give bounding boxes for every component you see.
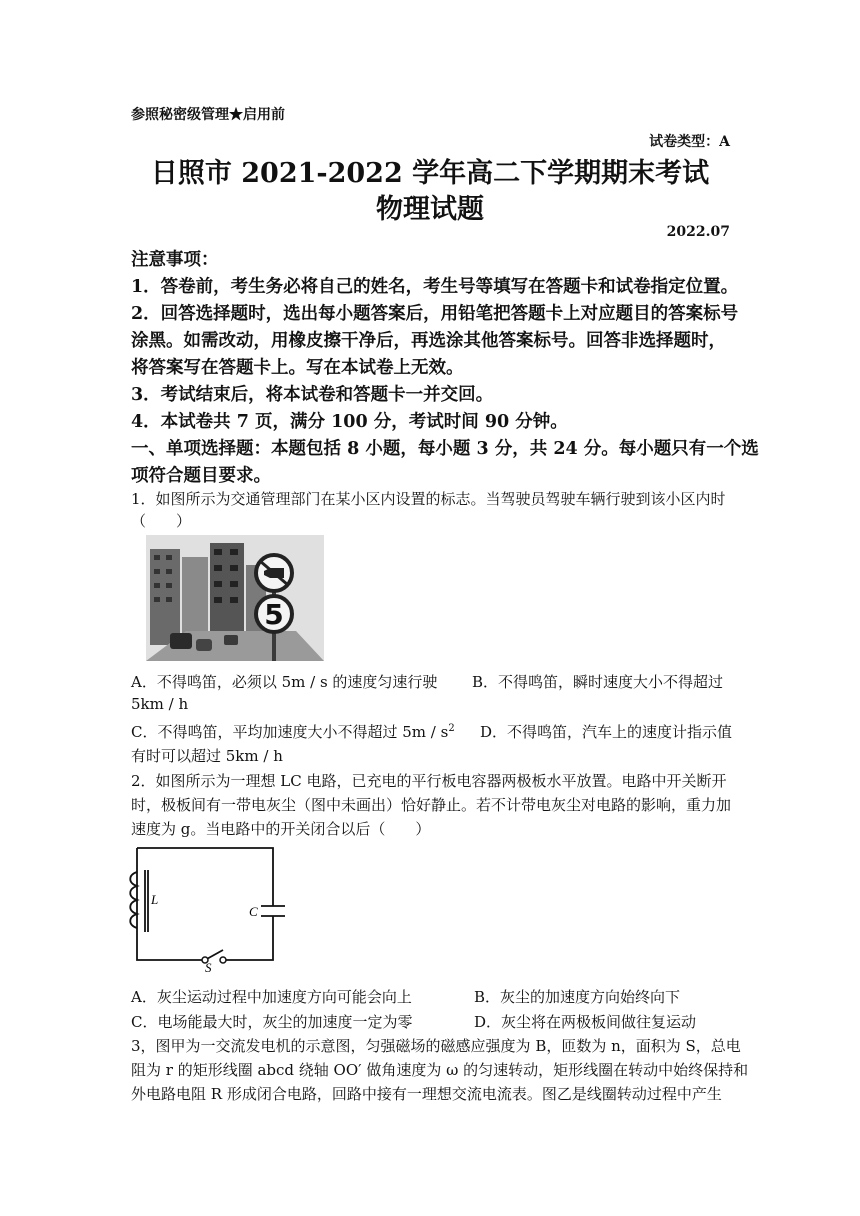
notice-line: 4．本试卷共 7 页，满分 100 分，考试时间 90 分钟。 bbox=[131, 412, 568, 432]
capacitor-label: C bbox=[249, 904, 258, 919]
notice-line: 将答案写在答题卡上。写在本试卷上无效。 bbox=[131, 358, 464, 378]
section-heading-cont: 项符合题目要求。 bbox=[131, 466, 271, 486]
q2-option-c: C．电场能最大时，灰尘的加速度一定为零 bbox=[131, 1013, 413, 1031]
q3-stem: 外电路电阻 R 形成闭合电路，回路中接有一理想交流电流表。图乙是线圈转动过程中产生 bbox=[131, 1085, 722, 1103]
q1-option-c-exponent: 2 bbox=[448, 723, 455, 734]
q1-option-d-cont: 有时可以超过 5km / h bbox=[131, 747, 283, 765]
notice-heading: 注意事项： bbox=[131, 250, 219, 270]
q3-stem: 阻为 r 的矩形线圈 abcd 绕轴 OO′ 做角速度为 ω 的匀速转动，矩形线圈在转动中始终保持和 bbox=[131, 1061, 749, 1079]
q2-stem: 2．如图所示为一理想 LC 电路，已充电的平行板电容器两极板水平放置。电路中开关断开 bbox=[131, 772, 727, 790]
q1-stem-bracket: （ ） bbox=[131, 512, 192, 530]
q2-option-a: A．灰尘运动过程中加速度方向可能会向上 bbox=[131, 988, 412, 1006]
q2-option-d: D．灰尘将在两极板间做往复运动 bbox=[474, 1013, 697, 1031]
inductor-label: L bbox=[151, 892, 159, 907]
exam-date: 2022.07 bbox=[666, 224, 730, 240]
exam-subtitle: 物理试题 bbox=[376, 194, 484, 225]
paper-type-label: 试卷类型：A bbox=[649, 134, 730, 150]
notice-line: 2．回答选择题时，选出每小题答案后，用铅笔把答题卡上对应题目的答案标号 bbox=[131, 304, 739, 324]
switch-label: S bbox=[205, 960, 212, 972]
q1-option-c-text: C．不得鸣笛，平均加速度大小不得超过 5m / s bbox=[131, 723, 449, 741]
section-heading: 一、单项选择题：本题包括 8 小题，每小题 3 分，共 24 分。每小题只有一个选 bbox=[131, 439, 759, 459]
notice-line: 涂黑。如需改动，用橡皮擦干净后，再选涂其他答案标号。回答非选择题时， bbox=[131, 331, 726, 351]
sign-speed-number: 5 bbox=[264, 598, 284, 631]
exam-title: 日照市 2021-2022 学年高二下学期期末考试 bbox=[150, 158, 710, 189]
q1-option-c bbox=[131, 721, 455, 742]
lc-circuit-diagram bbox=[127, 842, 287, 972]
traffic-sign-photo bbox=[146, 535, 324, 661]
q2-stem: 速度为 g。当电路中的开关闭合以后（ ） bbox=[131, 820, 431, 838]
q1-option-b: B．不得鸣笛，瞬时速度大小不得超过 bbox=[472, 673, 724, 691]
q1-stem: 1．如图所示为交通管理部门在某小区内设置的标志。当驾驶员驾驶车辆行驶到该小区内时 bbox=[131, 490, 726, 508]
notice-line: 1．答卷前，考生务必将自己的姓名，考生号等填写在答题卡和试卷指定位置。 bbox=[131, 277, 739, 297]
q1-option-a: A．不得鸣笛，必须以 5m / s 的速度匀速行驶 bbox=[131, 673, 438, 691]
secrecy-label: 参照秘密级管理★启用前 bbox=[131, 107, 285, 123]
q1-option-d: D．不得鸣笛，汽车上的速度计指示值 bbox=[480, 723, 733, 741]
notice-line: 3．考试结束后，将本试卷和答题卡一并交回。 bbox=[131, 385, 494, 405]
q2-stem: 时，极板间有一带电灰尘（图中未画出）恰好静止。若不计带电灰尘对电路的影响，重力加 bbox=[131, 796, 732, 814]
q2-option-b: B．灰尘的加速度方向始终向下 bbox=[474, 988, 681, 1006]
q1-option-b-cont: 5km / h bbox=[131, 695, 189, 713]
q3-stem: 3，图甲为一交流发电机的示意图，匀强磁场的磁感应强度为 B，匝数为 n，面积为 S，总电 bbox=[131, 1037, 741, 1055]
